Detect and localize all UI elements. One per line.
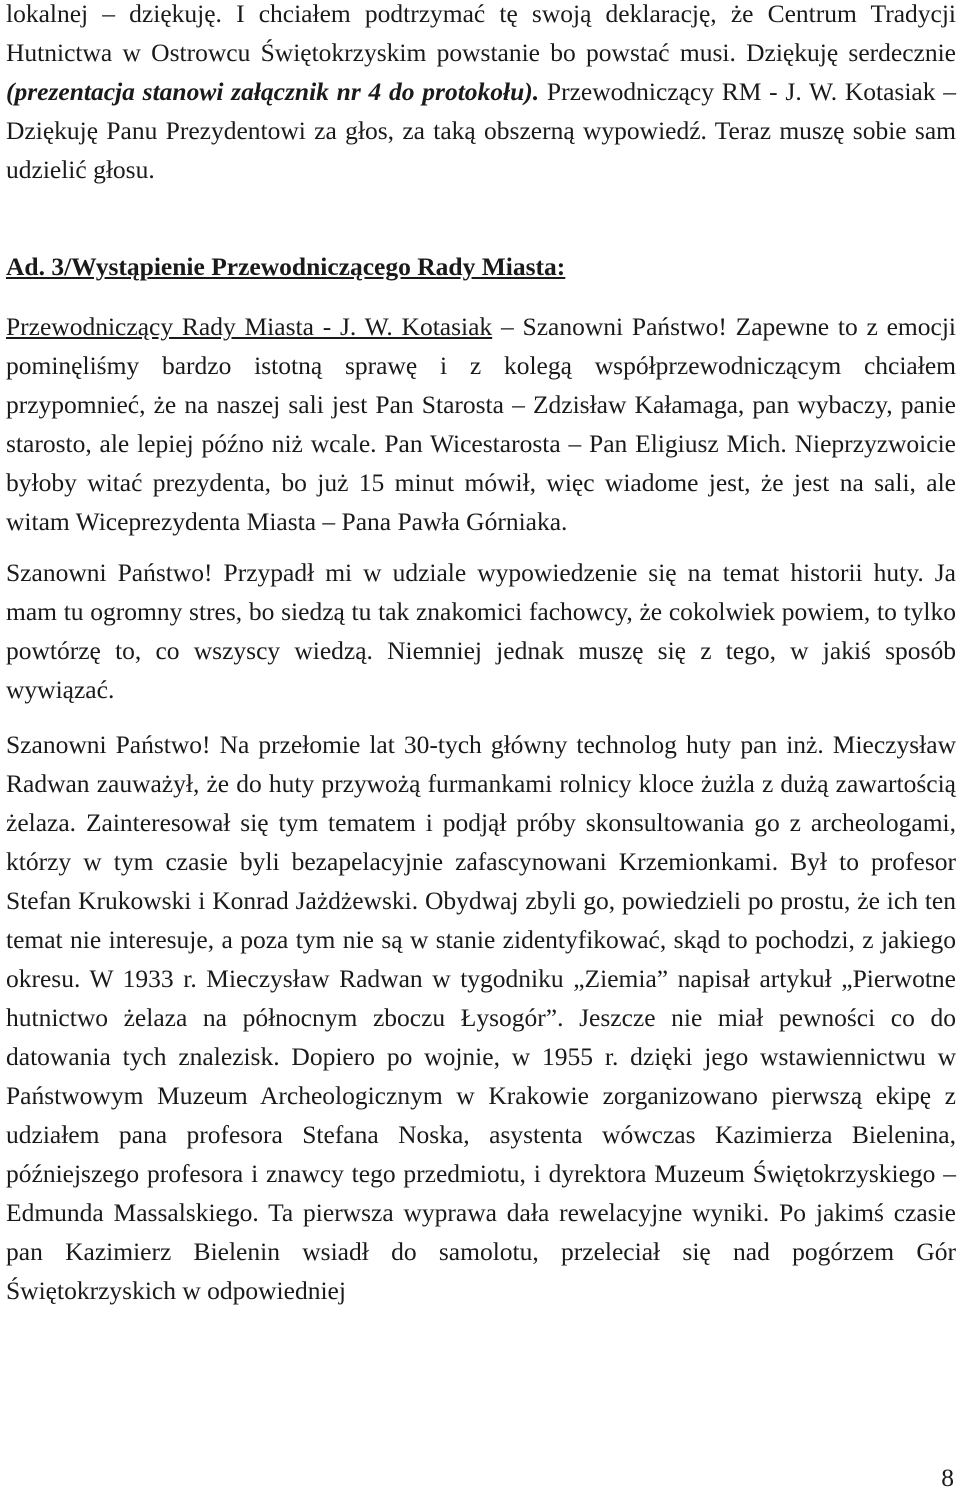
document-page [6, 0, 956, 1310]
paragraph-chairman-speech-text: – Szanowni Państwo! Zapewne to z emocji pominęliśmy bardzo istotną sprawę i z kolegą współprzewodniczącym chciałem przypomnieć, że na naszej sali jest Pan Starosta – Zdzisław Kałamaga, pan wybaczy, panie starosto, ale lepiej późno niż wcale. Pan Wicestarosta – Pan Eligiusz Mich. Nieprzyzwoicie byłoby witać prezydenta, bo już 15 minut mówił, więc wiadome jest, że jest na sali, ale witam Wiceprezydenta Miasta – Pana Pawła Górniaka. [6, 312, 956, 536]
paragraph-history-body: Szanowni Państwo! Na przełomie lat 30-tych główny technolog huty pan inż. Mieczysław Radwan zauważył, że do huty przywożą furmankami rolnicy kloce żużla z dużą zawartością żelaza. Zainteresował się tym tematem i podjął próby skonsultowania go z archeologami, którzy w tym czasie byli bezapelacyjnie zafascynowani Krzemionkami. Był to profesor Stefan Krukowski i Konrad Jażdżewski. Obydwaj zbyli go, powiedzieli po prostu, że ich ten temat nie interesuje, a poza tym nie są w stanie zidentyfikować, skąd to pochodzi, z jakiego okresu. W 1933 r. Mieczysław Radwan w tygodniku „Ziemia” napisał artykuł „Pierwotne hutnictwo żelaza na północnym zboczu Łysogór”. Jeszcze nie miał pewności co do datowania tych znalezisk. Dopiero po wojnie, w 1955 r. dzięki jego wstawiennictwu w Państwowym Muzeum Archeologicznym w Krakowie zorganizowano pierwszą ekipę z udziałem pana profesora Stefana Noska, asystenta wówczas Kazimierza Bielenina, późniejszego profesora i znawcy tego przedmiotu, i dyrektora Muzeum Świętokrzyskiego – Edmunda Massalskiego. Ta pierwsza wyprawa dała rewelacyjne wyniki. Po jakimś czasie pan Kazimierz Bielenin wsiadł do samolotu, przeleciał się nad pogórzem Gór Świętokrzyskich w odpowiedniej [6, 730, 956, 1305]
paragraph-opening [6, 0, 956, 189]
page-number: 8 [941, 1463, 954, 1492]
paragraph-history-intro: Szanowni Państwo! Przypadł mi w udziale wypowiedzenie się na temat historii huty. Ja mam tu ogromny stres, bo siedzą tu tak znakomici fachowcy, że cokolwiek powiem, to tylko powtórzę to, co wszyscy wiedzą. Niemniej jednak muszę się z tego, w jakiś sposób wywiązać. [6, 558, 956, 704]
attachment-note: (prezentacja stanowi załącznik nr 4 do protokołu). [6, 77, 540, 106]
paragraph-chairman-speech [6, 307, 956, 541]
paragraph-opening-text-cont: Przewodniczący RM - J. W. Kotasiak – Dziękuję Panu Prezydentowi za głos, za taką obszerną wypowiedź. Teraz muszę sobie sam udzielić głosu. [6, 77, 956, 184]
speaker-name: Przewodniczący Rady Miasta - J. W. Kotasiak [6, 312, 493, 341]
section-heading: Ad. 3/Wystąpienie Przewodniczącego Rady Miasta: [6, 252, 566, 281]
paragraph-opening-text: lokalnej – dziękuję. I chciałem podtrzymać tę swoją deklarację, że Centrum Tradycji Hutnictwa w Ostrowcu Świętokrzyskim powstanie bo powstać musi. Dziękuję serdecznie [6, 0, 956, 67]
